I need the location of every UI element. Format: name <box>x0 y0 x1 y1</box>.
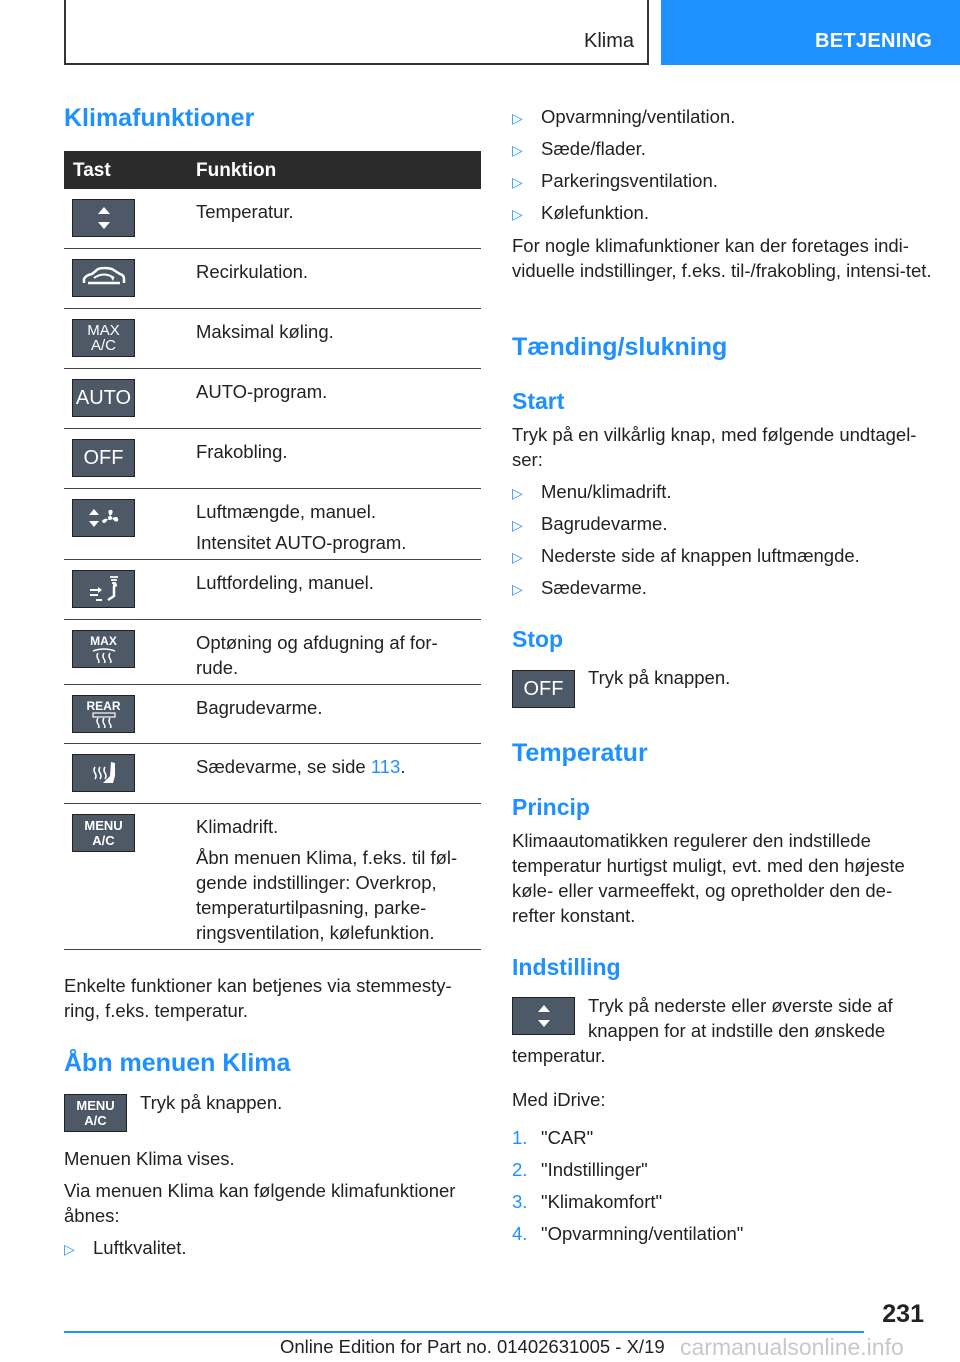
menu-ac-icon: MENU A/C <box>64 1094 127 1132</box>
function-text: Intensitet AUTO-program. <box>196 532 407 553</box>
list-item: ▷ Bagrudevarme. <box>512 511 667 538</box>
table-row <box>64 560 481 620</box>
list-item: ▷ Nederste side af knappen luftmængde. <box>512 543 860 570</box>
menu-via-text: Via menuen Klima kan følgende klimafunktioner åbnes: <box>64 1180 456 1226</box>
function-text: Bagrudevarme. <box>196 697 323 718</box>
auto-icon: AUTO <box>72 379 135 417</box>
off-icon: OFF <box>72 439 135 477</box>
table-row <box>64 189 481 249</box>
fan-arrows-icon <box>72 499 135 537</box>
triangle-bullet-icon: ▷ <box>512 142 523 158</box>
col-header-tast: Tast <box>73 160 111 181</box>
function-table <box>64 151 481 950</box>
list-item: ▷ Luftkvalitet. <box>64 1235 187 1262</box>
principle-heading: Princip <box>512 794 590 820</box>
rear-defrost-icon: REAR <box>72 695 135 733</box>
function-text: Luftmængde, manuel. <box>196 501 376 522</box>
individual-settings-note: For nogle klimafunktioner kan der foretages indi-viduelle indstillinger, f.eks. til-/frakobling, intensi-tet. <box>512 235 932 281</box>
table-row <box>64 369 481 429</box>
function-text: Sædevarme, se side 113. <box>196 756 406 777</box>
triangle-bullet-icon: ▷ <box>64 1241 75 1257</box>
klimafunktioner-heading: Klimafunktioner <box>64 104 255 132</box>
table-row <box>64 489 481 560</box>
triangle-bullet-icon: ▷ <box>512 485 523 501</box>
table-row <box>64 429 481 489</box>
recirculation-car-icon <box>72 259 135 297</box>
function-text: Maksimal køling. <box>196 321 334 342</box>
stop-text: Tryk på knappen. <box>588 667 731 688</box>
list-item: 4. "Opvarmning/ventilation" <box>512 1223 744 1244</box>
voice-control-note: Enkelte funktioner kan betjenes via stemmesty-ring, f.eks. temperatur. <box>64 975 452 1021</box>
list-item: ▷ Kølefunktion. <box>512 200 649 227</box>
function-text: Temperatur. <box>196 201 294 222</box>
function-text: Recirkulation. <box>196 261 309 282</box>
idrive-label: Med iDrive: <box>512 1089 606 1110</box>
table-row <box>64 804 481 950</box>
seat-heating-icon <box>72 754 135 792</box>
setting-heading: Indstilling <box>512 954 621 980</box>
triangle-bullet-icon: ▷ <box>512 517 523 533</box>
start-text: Tryk på en vilkårlig knap, med følgende undtagel-ser: <box>512 424 917 470</box>
menu-shown-text: Menuen Klima vises. <box>64 1148 235 1169</box>
table-row <box>64 620 481 685</box>
triangle-bullet-icon: ▷ <box>512 110 523 126</box>
edition-text: Online Edition for Part no. 01402631005 - X/19 <box>280 1336 665 1357</box>
table-header <box>64 151 481 189</box>
toggle-heading: Tænding/slukning <box>512 333 728 361</box>
table-row <box>64 309 481 369</box>
list-item: ▷ Sædevarme. <box>512 575 647 602</box>
triangle-bullet-icon: ▷ <box>512 174 523 190</box>
temperature-heading: Temperatur <box>512 739 648 767</box>
table-row <box>64 685 481 744</box>
start-heading: Start <box>512 388 565 414</box>
page-link-113[interactable]: 113 <box>370 756 401 777</box>
air-distribution-icon <box>72 570 135 608</box>
header-chapter-label: BETJENING <box>815 30 933 52</box>
menu-ac-icon: MENU A/C <box>72 814 135 852</box>
list-item: ▷ Parkeringsventilation. <box>512 168 718 195</box>
list-item: 1. "CAR" <box>512 1127 594 1148</box>
menu-press-text: Tryk på knappen. <box>140 1092 283 1113</box>
off-icon: OFF <box>512 670 575 708</box>
watermark: carmanualsonline.info <box>680 1334 904 1360</box>
temperature-arrows-icon <box>512 997 575 1035</box>
setting-text: Tryk på nederste eller øverste side af knappen for at indstille den ønskede <box>588 995 893 1041</box>
triangle-bullet-icon: ▷ <box>512 581 523 597</box>
page-number: 231 <box>882 1300 924 1328</box>
max-defrost-icon: MAX <box>72 630 135 668</box>
menu-klima-heading: Åbn menuen Klima <box>64 1049 291 1077</box>
table-row <box>64 744 481 804</box>
principle-text: Klimaautomatikken regulerer den indstillede temperatur hurtigst muligt, evt. med den højeste køle- eller varmeeffekt, og opretholder den de-refter konstant. <box>512 830 905 926</box>
list-item: ▷ Opvarmning/ventilation. <box>512 104 735 131</box>
triangle-bullet-icon: ▷ <box>512 206 523 222</box>
max-ac-icon: MAX A/C <box>72 319 135 357</box>
function-text: Frakobling. <box>196 441 288 462</box>
footer-divider <box>64 1331 864 1333</box>
setting-text-end: temperatur. <box>512 1045 606 1066</box>
function-text: Klimadrift. <box>196 816 279 837</box>
function-text: Åbn menuen Klima, f.eks. til føl-gende indstillinger: Overkrop, temperaturtilpasning, parke-ringsventilation, kølefunktion. <box>196 847 458 943</box>
function-text: Luftfordeling, manuel. <box>196 572 374 593</box>
function-text: AUTO-program. <box>196 381 328 402</box>
list-item: ▷ Sæde/flader. <box>512 136 646 163</box>
list-item: 2. "Indstillinger" <box>512 1159 648 1180</box>
list-item: ▷ Menu/klimadrift. <box>512 479 672 506</box>
col-header-funktion: Funktion <box>196 160 277 181</box>
stop-heading: Stop <box>512 626 564 652</box>
header-section-title: Klima <box>584 30 635 52</box>
triangle-bullet-icon: ▷ <box>512 549 523 565</box>
function-text: Optøning og afdugning af for-rude. <box>196 632 438 678</box>
temperature-arrows-icon <box>72 199 135 237</box>
list-item: 3. "Klimakomfort" <box>512 1191 663 1212</box>
header-frame <box>64 0 649 65</box>
table-row <box>64 249 481 309</box>
